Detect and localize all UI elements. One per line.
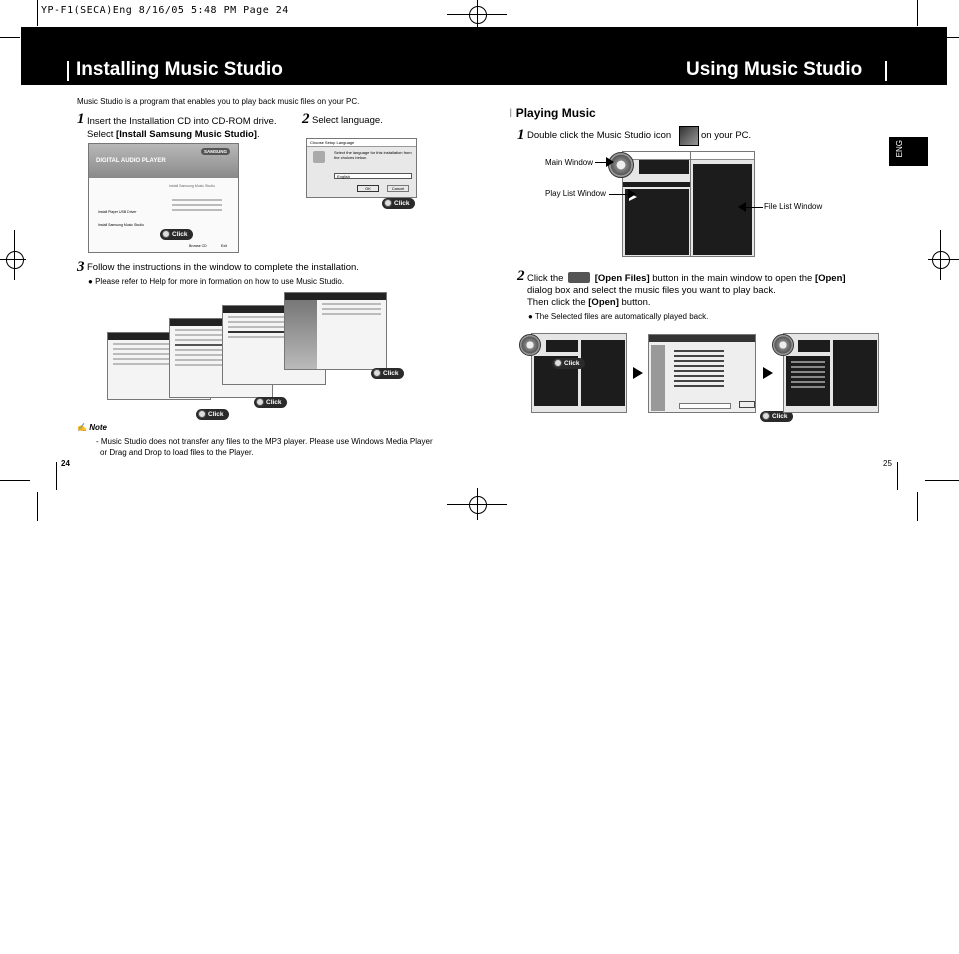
crop-mark	[56, 462, 57, 490]
sequence-screen-3	[783, 333, 879, 413]
right-step1-suffix: on your PC.	[701, 130, 752, 141]
bold-text: [Open]	[588, 297, 619, 308]
step-number: 2	[517, 268, 525, 284]
registration-mark-icon	[469, 6, 487, 24]
step-number: 3	[77, 259, 85, 275]
eng-label: ENG	[895, 140, 904, 158]
step2-line2: dialog box and select the music files you want to play back.	[527, 285, 776, 296]
right-step2-bullet	[528, 312, 708, 321]
setup-icon	[313, 151, 325, 163]
dialog-title: Choose Setup Language	[307, 139, 416, 147]
player-disc-icon[interactable]	[519, 334, 541, 356]
crop-mark	[917, 0, 918, 26]
note-text	[96, 436, 433, 458]
page-title-right: Using Music Studio	[686, 59, 863, 80]
menu-install-studio[interactable]: Install Samsung Music Studio	[98, 223, 144, 227]
eng-tab	[889, 137, 928, 166]
registration-mark-icon	[6, 251, 24, 269]
menu-install-driver[interactable]: Install Player USB Driver	[98, 210, 137, 214]
section-heading	[509, 106, 596, 120]
step-number: 2	[302, 111, 310, 127]
crop-mark	[37, 0, 38, 26]
music-studio-icon[interactable]	[679, 126, 699, 146]
browse-cd-button[interactable]: Browse CD	[189, 244, 207, 248]
step2-line3	[527, 297, 857, 309]
registration-line	[940, 230, 941, 280]
crop-mark	[925, 480, 959, 481]
registration-mark-icon	[469, 496, 487, 514]
player-disc-icon[interactable]	[772, 334, 794, 356]
bold-text: [Open]	[814, 273, 846, 284]
registration-mark-icon	[932, 251, 950, 269]
ok-button[interactable]: OK	[357, 185, 379, 192]
note-heading	[77, 423, 107, 432]
open-files-icon[interactable]	[568, 272, 590, 283]
click-badge: Click	[371, 368, 404, 379]
title-bar-mark	[67, 61, 69, 81]
bullet-text: The Selected files are automatically played back.	[534, 312, 709, 321]
registration-line	[477, 0, 478, 30]
exit-button[interactable]: Exit	[221, 244, 227, 248]
text: button in the main window to open the	[652, 273, 813, 284]
main-window-label: Main Window	[545, 158, 594, 167]
step2-text: Select language.	[312, 115, 383, 126]
text: Select	[87, 129, 117, 140]
arrow-right-icon	[606, 157, 614, 167]
text: button.	[621, 297, 651, 308]
click-badge: Click	[254, 397, 287, 408]
bullet-icon: ●	[528, 312, 533, 321]
click-badge: Click	[552, 358, 585, 369]
crop-mark	[897, 462, 898, 490]
step-number: 1	[77, 111, 85, 127]
autorun-heading: DIGITAL AUDIO PLAYER	[96, 158, 166, 164]
arrow-left-icon	[738, 202, 746, 212]
registration-line	[928, 259, 959, 260]
arrow-right-icon	[628, 189, 636, 199]
registration-line	[447, 14, 507, 15]
intro-text: Music Studio is a program that enables you to play back music files on your PC.	[77, 97, 360, 106]
registration-line	[0, 259, 26, 260]
bullet-icon: ●	[88, 277, 93, 286]
note-label: Note	[89, 423, 107, 432]
note-line: - Music Studio does not transfer any files to the MP3 player. Please use Windows Media Player	[96, 437, 433, 446]
step1-line2	[87, 128, 277, 141]
bold-text: [Install Samsung Music Studio]	[116, 129, 257, 140]
right-step2-text	[527, 272, 857, 309]
step1-line1: Insert the Installation CD into CD-ROM drive.	[87, 116, 277, 127]
print-header: YP-F1(SECA)Eng 8/16/05 5:48 PM Page 24	[41, 5, 289, 16]
page-number-right: 25	[883, 459, 892, 468]
registration-line	[14, 230, 15, 280]
page-number-left: 24	[61, 459, 70, 468]
arrow-right-icon	[633, 367, 643, 379]
cancel-button[interactable]: Cancel	[387, 185, 409, 192]
registration-line	[447, 504, 507, 505]
brand-logo: SAMSUNG	[201, 148, 230, 155]
crop-mark	[0, 480, 30, 481]
description-lines	[167, 196, 227, 214]
right-step1-text: Double click the Music Studio icon	[527, 130, 672, 141]
step3-bullet	[88, 277, 344, 286]
text: Click the	[527, 273, 564, 284]
click-badge: Click	[760, 411, 793, 422]
arrow-right-icon	[763, 367, 773, 379]
note-line: or Drag and Drop to load files to the Player.	[100, 448, 254, 457]
text: .	[256, 129, 260, 140]
language-select[interactable]: English	[334, 173, 412, 179]
step2-line1	[527, 272, 857, 285]
text: Then click the	[527, 297, 586, 308]
crop-mark	[917, 492, 918, 521]
file-list-window-label: File List Window	[764, 202, 823, 211]
section-title: Playing Music	[515, 106, 596, 120]
click-badge: Click	[382, 198, 415, 209]
wizard-screen-4	[284, 292, 387, 370]
pointer-line	[745, 207, 763, 208]
play-list-window-label: Play List Window	[545, 189, 606, 198]
side-title: Install Samsung Music Studio	[169, 184, 215, 188]
page-title-left: Installing Music Studio	[76, 59, 283, 80]
sequence-screen-1	[531, 333, 627, 413]
step-number: 1	[517, 127, 525, 143]
crop-mark	[37, 492, 38, 521]
title-bar-mark	[885, 61, 887, 81]
bullet-text: Please refer to Help for more in formation on how to use Music Studio.	[95, 277, 345, 286]
language-dialog-screenshot	[306, 138, 417, 198]
pencil-icon: ✍	[77, 423, 87, 432]
step3-text: Follow the instructions in the window to complete the installation.	[87, 262, 359, 273]
bold-text: [Open Files]	[594, 273, 650, 284]
section-bar: I	[509, 106, 513, 120]
dialog-prompt: Select the language for this installation from the choices below.	[334, 150, 412, 160]
open-dialog-screenshot	[648, 334, 756, 413]
crop-mark	[0, 37, 20, 38]
step1-text	[87, 115, 277, 141]
click-badge: Click	[196, 409, 229, 420]
click-badge: Click	[160, 229, 193, 240]
